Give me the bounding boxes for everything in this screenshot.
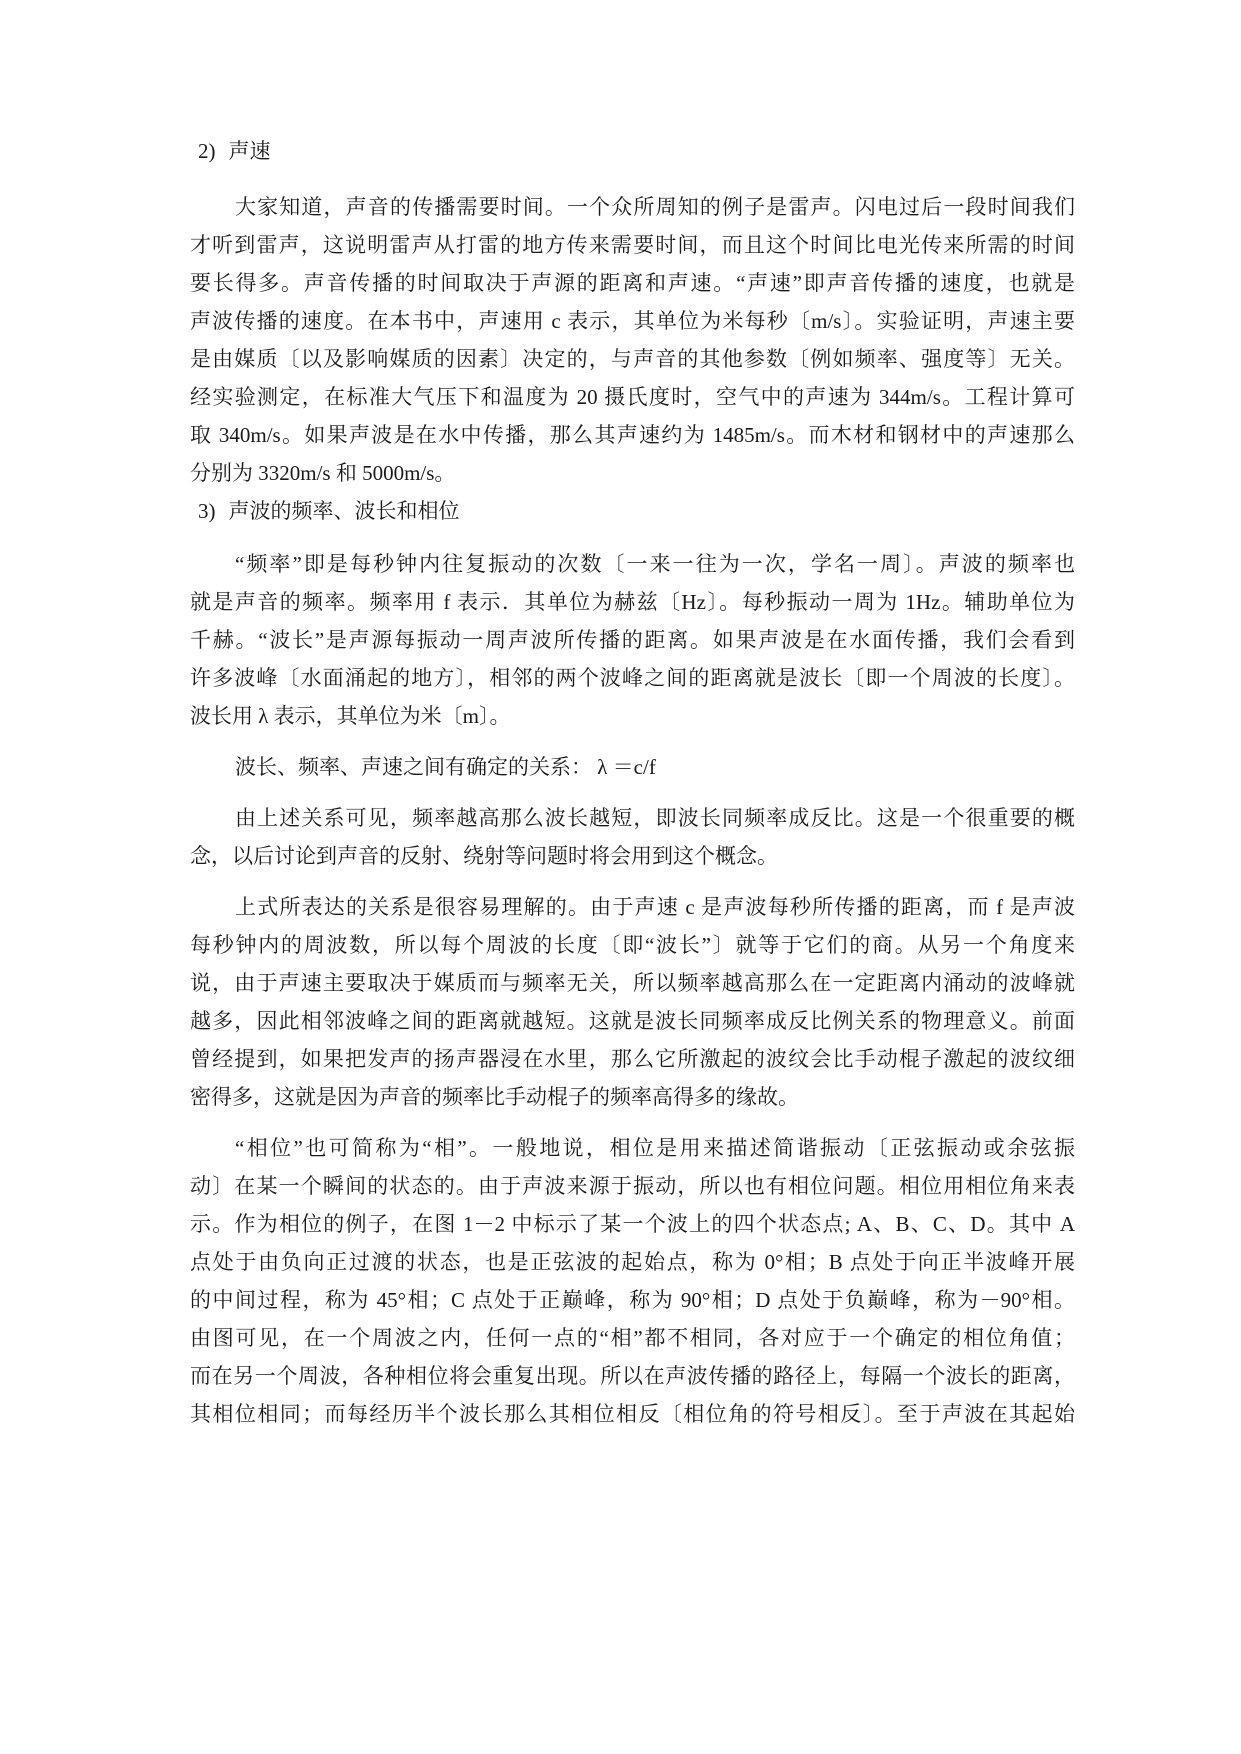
text-line: 许多波峰〔水面涌起的地方〕，相邻的两个波峰之间的距离就是波长〔即一个周波的长度〕。 xyxy=(190,666,1075,690)
text-line: 由上述关系可见，频率越高那么波长越短，即波长同频率成反比。这是一个很重要的概 xyxy=(235,806,1075,830)
text-line: 上式所表达的关系是很容易理解的。由于声速 c 是声波每秒所传播的距离，而 f 是声波 xyxy=(235,895,1075,919)
text-line: 要长得多。声音传播的时间取决于声源的距离和声速。“声速”即声音传播的速度，也就是 xyxy=(190,271,1075,295)
section-heading xyxy=(190,132,1075,170)
paragraph xyxy=(190,799,1075,875)
text-line: “频率”即是每秒钟内往复振动的次数〔一来一往为一次，学名一周〕。声波的频率也 xyxy=(235,552,1075,576)
text-line: 点处于由负向正过渡的状态，也是正弦波的起始点，称为 0°相；B 点处于向正半波峰开展 xyxy=(190,1250,1075,1274)
paragraph xyxy=(190,188,1075,492)
text-line: 念，以后讨论到声音的反射、绕射等问题时将会用到这个概念。 xyxy=(190,844,778,868)
heading-number: 3) xyxy=(198,499,216,523)
heading-number: 2) xyxy=(198,139,216,163)
text-line: 波长、频率、声速之间有确定的关系： λ ＝c/f xyxy=(235,755,656,779)
text-line: 取 340m/s。如果声波是在水中传播，那么其声速约为 1485m/s。而木材和钢材中的声速那么 xyxy=(190,423,1075,447)
text-line: 就是声音的频率。频率用 f 表示．其单位为赫兹〔Hz〕。每秒振动一周为 1Hz。辅助单位为 xyxy=(190,590,1075,614)
text-line: 才听到雷声，这说明雷声从打雷的地方传来需要时间，而且这个时间比电光传来所需的时间 xyxy=(190,233,1075,257)
text-line: 曾经提到，如果把发声的扬声器浸在水里，那么它所激起的波纹会比手动棍子激起的波纹细 xyxy=(190,1047,1075,1071)
text-line: 的中间过程，称为 45°相；C 点处于正巅峰，称为 90°相；D 点处于负巅峰，称为－90°相。 xyxy=(190,1288,1075,1312)
paragraph xyxy=(190,748,1075,786)
text-line: 密得多，这就是因为声音的频率比手动棍子的频率高得多的缘故。 xyxy=(190,1085,799,1109)
text-line: 示。作为相位的例子，在图 1－2 中标示了某一个波上的四个状态点; A、B、C、D。其中 A xyxy=(190,1212,1075,1236)
heading-title: 声波的频率、波长和相位 xyxy=(228,499,460,523)
text-line: 分别为 3320m/s 和 5000m/s。 xyxy=(190,461,456,485)
text-line: 动〕在某一个瞬间的状态的。由于声波来源于振动，所以也有相位问题。相位用相位角来表 xyxy=(190,1174,1075,1198)
heading-title: 声速 xyxy=(228,139,271,163)
text-line: 说，由于声速主要取决于媒质而与频率无关，所以频率越高那么在一定距离内涌动的波峰就 xyxy=(190,971,1075,995)
text-line: 波长用 λ 表示，其单位为米〔m〕。 xyxy=(190,704,511,728)
text-line: “相位”也可简称为“相”。一般地说，相位是用来描述简谐振动〔正弦振动或余弦振 xyxy=(235,1136,1075,1160)
text-line: 越多，因此相邻波峰之间的距离就越短。这就是波长同频率成反比例关系的物理意义。前面 xyxy=(190,1009,1075,1033)
text-line: 每秒钟内的周波数，所以每个周波的长度〔即“波长”〕就等于它们的商。从另一个角度来 xyxy=(190,933,1075,957)
paragraph xyxy=(190,545,1075,735)
document-page xyxy=(190,132,1075,1433)
section-heading xyxy=(190,492,1075,530)
paragraph xyxy=(190,888,1075,1116)
text-line: 千赫。“波长”是声源每振动一周声波所传播的距离。如果声波是在水面传播，我们会看到 xyxy=(190,628,1075,652)
text-line: 由图可见，在一个周波之内，任何一点的“相”都不相同，各对应于一个确定的相位角值； xyxy=(190,1326,1075,1350)
text-line: 其相位相同；而每经历半个波长那么其相位相反〔相位角的符号相反〕。至于声波在其起始 xyxy=(190,1402,1075,1426)
text-line: 是由媒质〔以及影响媒质的因素〕决定的，与声音的其他参数〔例如频率、强度等〕无关。 xyxy=(190,347,1075,371)
text-line: 大家知道，声音的传播需要时间。一个众所周知的例子是雷声。闪电过后一段时间我们 xyxy=(235,195,1075,219)
text-line: 声波传播的速度。在本书中，声速用 c 表示，其单位为米每秒〔m/s〕。实验证明，声速主要 xyxy=(190,309,1075,333)
text-line: 经实验测定，在标准大气压下和温度为 20 摄氏度时，空气中的声速为 344m/s。工程计算可 xyxy=(190,385,1075,409)
paragraph xyxy=(190,1129,1075,1433)
text-line: 而在另一个周波，各种相位将会重复出现。所以在声波传播的路径上，每隔一个波长的距离， xyxy=(190,1364,1075,1388)
